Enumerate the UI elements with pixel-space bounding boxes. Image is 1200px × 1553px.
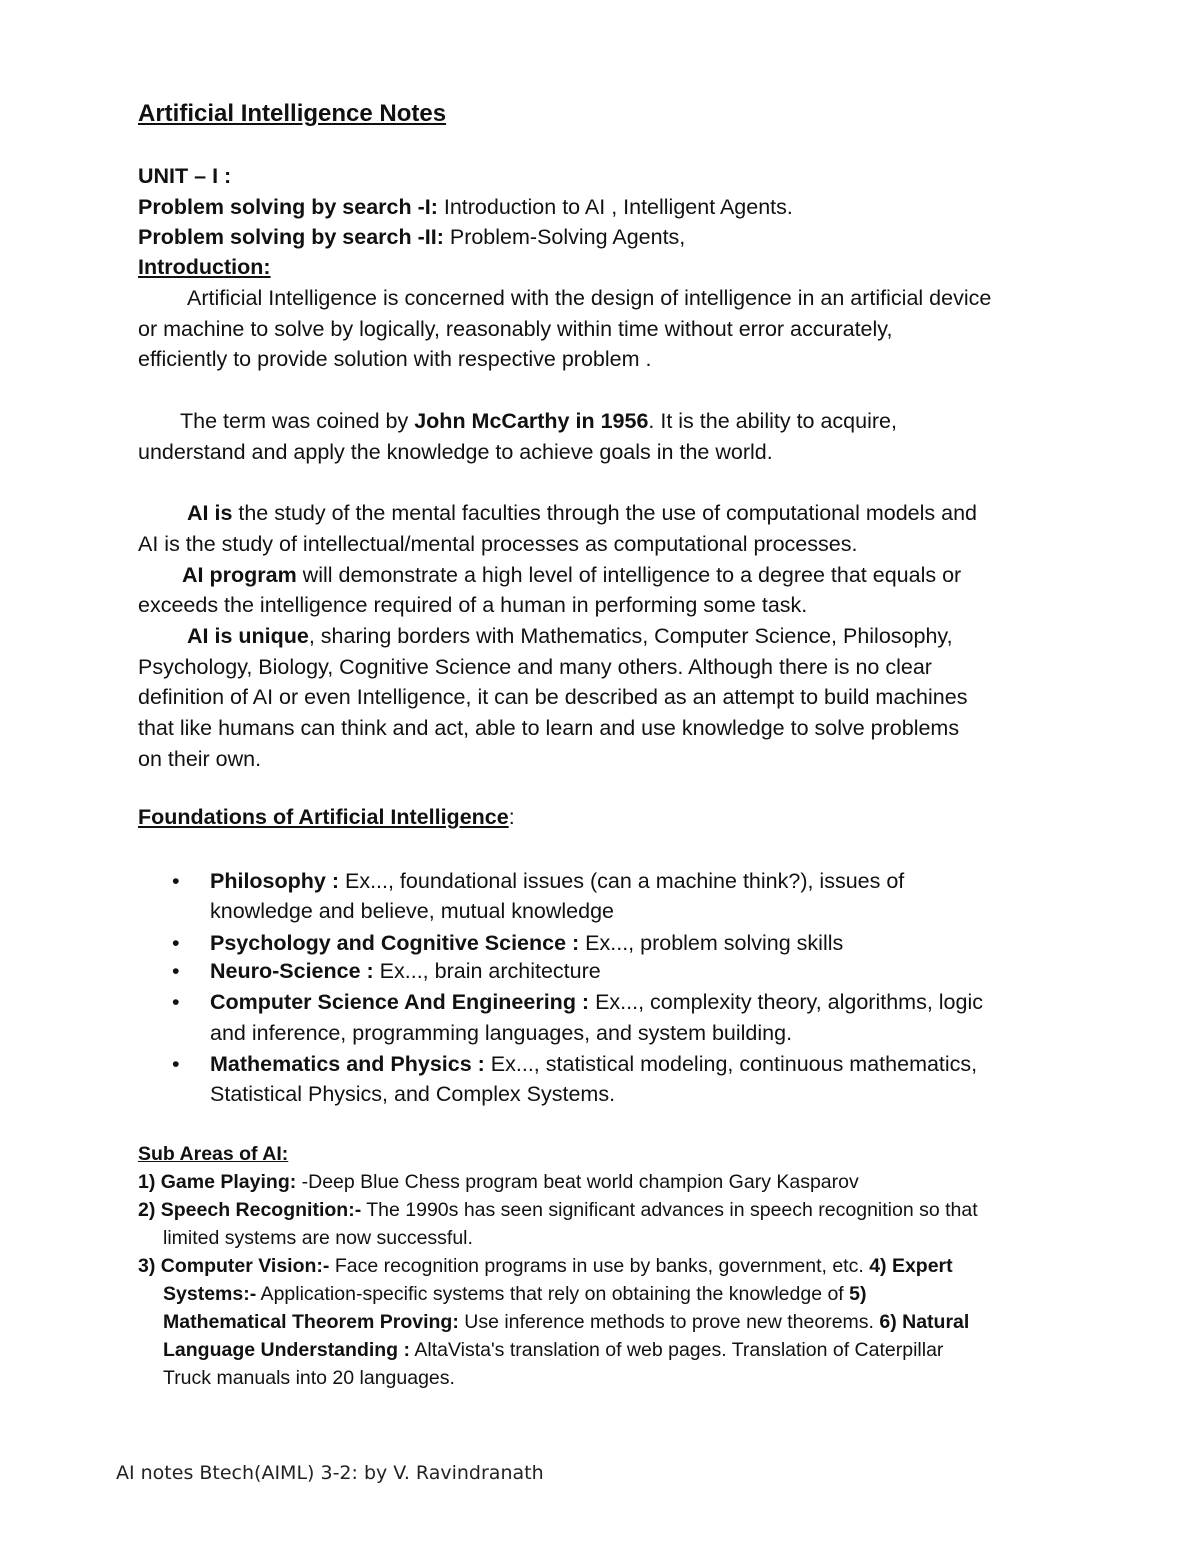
page-title: Artificial Intelligence Notes <box>138 100 447 127</box>
sub-area-line: 3) Computer Vision:- Face recognition programs in use by banks, government, etc. 4) Expert <box>138 1255 953 1277</box>
bullet-icon: • <box>172 1052 180 1076</box>
list-item-continuation: Statistical Physics, and Complex Systems. <box>210 1082 616 1106</box>
sub-area-line: limited systems are now successful. <box>163 1227 473 1249</box>
paragraph-line: AI is unique, sharing borders with Mathematics, Computer Science, Philosophy, <box>187 624 953 648</box>
paragraph-line: The term was coined by John McCarthy in 1956. It is the ability to acquire, <box>180 409 897 433</box>
introduction-heading: Introduction: <box>138 255 271 279</box>
paragraph-line: exceeds the intelligence required of a human in performing some task. <box>138 593 808 617</box>
sub-area-line: Systems:- Application-specific systems that rely on obtaining the knowledge of 5) <box>163 1283 867 1305</box>
sub-area-line: 2) Speech Recognition:- The 1990s has seen significant advances in speech recognition so that <box>138 1199 978 1221</box>
sub-area-line: 1) Game Playing: -Deep Blue Chess program beat world champion Gary Kasparov <box>138 1171 859 1193</box>
foundations-heading: Foundations of Artificial Intelligence: <box>138 805 515 829</box>
list-item: • Philosophy : Ex..., foundational issues (can a machine think?), issues of <box>172 869 905 893</box>
paragraph-line: definition of AI or even Intelligence, it can be described as an attempt to build machines <box>138 685 968 709</box>
paragraph-line: on their own. <box>138 747 262 771</box>
list-item: • Computer Science And Engineering : Ex..., complexity theory, algorithms, logic <box>172 990 984 1014</box>
bullet-icon: • <box>172 990 180 1014</box>
list-item-continuation: and inference, programming languages, and system building. <box>210 1021 793 1045</box>
paragraph-line: AI program will demonstrate a high level of intelligence to a degree that equals or <box>182 563 962 587</box>
sub-area-line: Truck manuals into 20 languages. <box>163 1367 455 1389</box>
sub-areas-heading: Sub Areas of AI: <box>138 1143 289 1165</box>
bullet-icon: • <box>172 869 180 893</box>
paragraph-line: AI is the study of the mental faculties through the use of computational models and <box>187 501 978 525</box>
topic-line: Problem solving by search -II: Problem-Solving Agents, <box>138 225 686 249</box>
paragraph-line: or machine to solve by logically, reasonably within time without error accurately, <box>138 317 893 341</box>
paragraph-line: understand and apply the knowledge to achieve goals in the world. <box>138 440 773 464</box>
paragraph-line: that like humans can think and act, able to learn and use knowledge to solve problems <box>138 716 960 740</box>
bullet-icon: • <box>172 931 180 955</box>
list-item: • Neuro-Science : Ex..., brain architecture <box>172 959 601 983</box>
paragraph-line: AI is the study of intellectual/mental processes as computational processes. <box>138 532 858 556</box>
list-item: • Mathematics and Physics : Ex..., statistical modeling, continuous mathematics, <box>172 1052 978 1076</box>
list-item: • Psychology and Cognitive Science : Ex..., problem solving skills <box>172 931 844 955</box>
paragraph-line: Psychology, Biology, Cognitive Science and many others. Although there is no clear <box>138 655 932 679</box>
page-footer: AI notes Btech(AIML) 3-2: by V. Ravindranath <box>116 1462 544 1484</box>
unit-label: UNIT – I : <box>138 164 232 188</box>
bullet-icon: • <box>172 959 180 983</box>
sub-area-line: Mathematical Theorem Proving: Use inference methods to prove new theorems. 6) Natural <box>163 1311 970 1333</box>
list-item-continuation: knowledge and believe, mutual knowledge <box>210 899 614 923</box>
sub-area-line: Language Understanding : AltaVista's translation of web pages. Translation of Caterpillar <box>163 1339 944 1361</box>
paragraph-line: efficiently to provide solution with respective problem . <box>138 347 652 371</box>
paragraph-line: Artificial Intelligence is concerned with the design of intelligence in an artificial device <box>187 286 992 310</box>
topic-line: Problem solving by search -I: Introduction to AI , Intelligent Agents. <box>138 195 793 219</box>
